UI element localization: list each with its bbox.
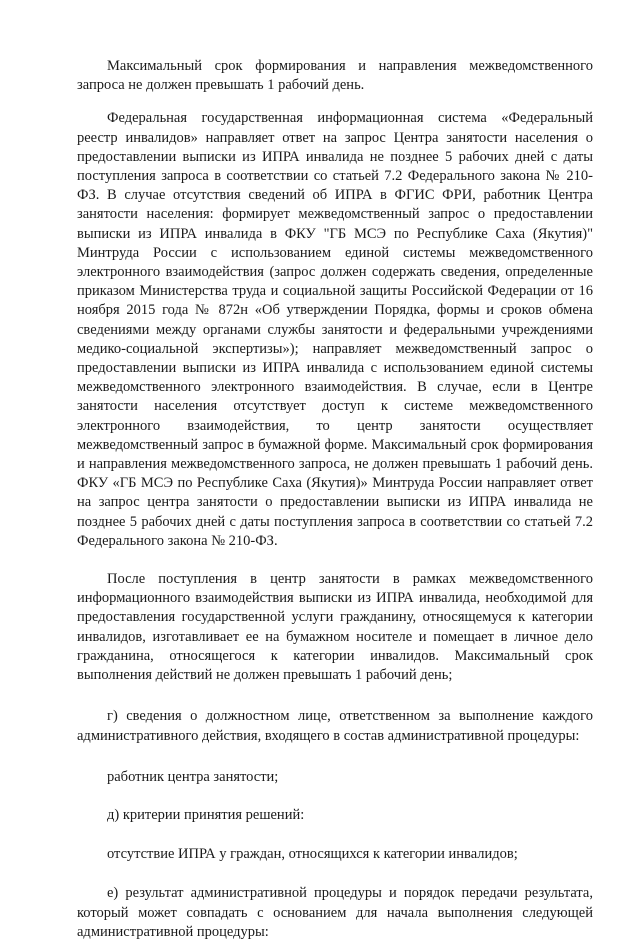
law-article-link[interactable]: статьей 7.2: [332, 168, 403, 185]
paragraph-employment-center-worker: работник центра занятости;: [107, 768, 279, 785]
document-body: [77, 57, 593, 942]
paragraph-decision-criteria: д) критерии принятия решений:: [107, 806, 305, 823]
paragraph-absence-of-ipra: отсутствие ИПРА у граждан, относящихся к категории инвалидов;: [107, 846, 518, 863]
paragraph-after-receipt: После поступления в центр занятости в рамках межведомственного информационного взаимодействия выписки из ИПРА инвалида, необходимой для предоставления государственной услуги гражданину, относящемуся к категории инвалидов, изготавливает ее на бумажном носителе и помещает в личное дело гражданина, относящегося к категории инвалидов. Максимальный срок выполнения действий не должен превышать 1 рабочий день;: [77, 571, 593, 684]
paragraph-responsible-official: г) сведения о должностном лице, ответственном за выполнение каждого административного действия, входящего в состав административной процедуры:: [77, 708, 593, 744]
paragraph-interagency-request-deadline: Максимальный срок формирования и направления межведомственного запроса не должен превышать 1 рабочий день.: [77, 58, 593, 94]
ministry-order-link[interactable]: приказом: [77, 283, 135, 300]
paragraph-fgis-fri-response: [77, 109, 593, 551]
paragraph-procedure-result: е) результат административной процедуры и порядок передачи результата, который может совпадать с основанием для начала выполнения следующей административной процедуры:: [77, 885, 593, 940]
paragraph-text-segment: Министерства труда и социальной защиты Российской Федерации от 16 ноября 2015 года № 872н «Об утверждении Порядка, формы и сроков обмена сведениями между органами службы занятости и федеральными учреждениями медико-социальной экспертизы»); направляет межведомственный запрос о предоставлении выписки из ИПРА инвалида с использованием единой системы межведомственного электронного взаимодействия. В случае, если в Центре занятости населения отсутствует доступ к системе межведомственного электронного взаимодействия, то центр занятости осуществляет межведомственный запрос в бумажной форме. Максимальный срок формирования и направления межведомственного запроса, не должен превышать 1 рабочий день. ФКУ «ГБ МСЭ по Республике Саха (Якутия)» Минтруда России направляет ответ на запрос центра занятости о предоставлении выписки из ИПРА инвалида не позднее 5 рабочих дней с даты поступления запроса в соответствии со статьей 7.2 Федерального закона № 210-ФЗ.: [77, 283, 593, 549]
paragraph-text-segment: Федерального закона № 210-ФЗ. В случае отсутствия сведений об ИПРА в ФГИС ФРИ, работник Центра занятости населения: формирует межведомственный запрос о предоставлении выписки из ИПРА инвалида в ФКУ "ГБ МСЭ по Республике Саха (Якутия)" Минтруда России с использованием единой системы межведомственного электронного взаимодействия (запрос должен содержать сведения, определенные: [77, 168, 594, 281]
paragraph-text-segment: Федеральная государственная информационная система «Федеральный реестр инвалидов» направляет ответ на запрос Центра занятости населения о предоставлении выписки из ИПРА инвалида не позднее 5 рабочих дней с даты поступления запроса в соответствии со: [77, 110, 593, 185]
